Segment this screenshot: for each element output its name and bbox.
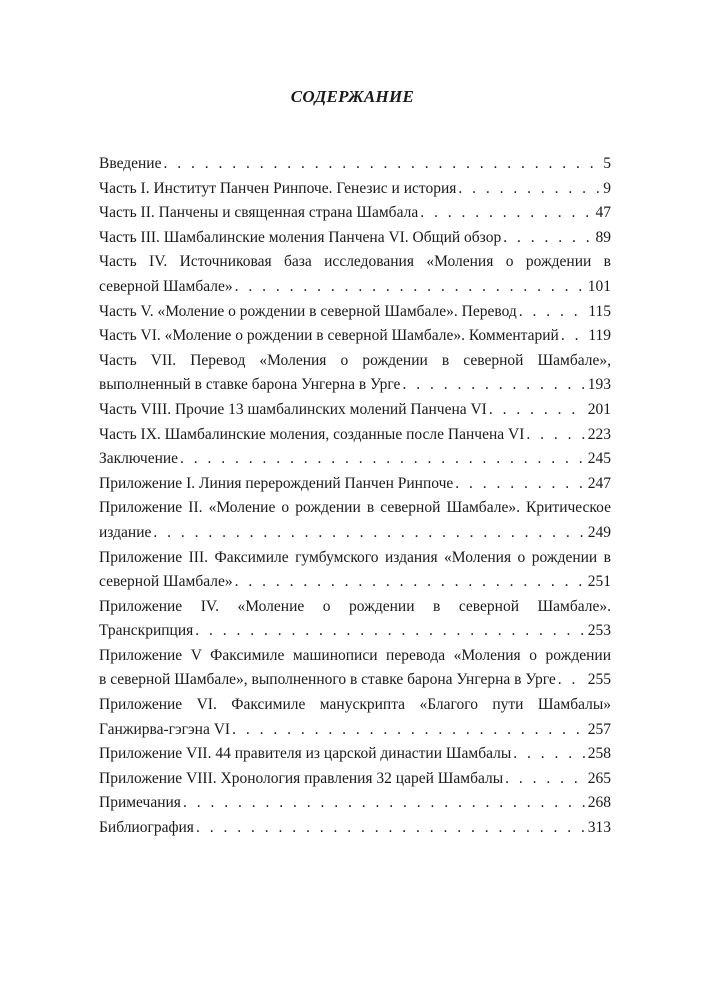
toc-entry bbox=[99, 152, 611, 177]
dot-leader bbox=[505, 767, 586, 792]
toc-page-number: 5 bbox=[603, 155, 611, 172]
table-of-contents bbox=[99, 152, 611, 841]
toc-entry-title-line: Приложение II. «Моление о рождении в северной Шамбале». Критическое bbox=[99, 499, 611, 517]
toc-entry bbox=[99, 693, 611, 742]
toc-entry bbox=[99, 349, 611, 398]
dot-leader bbox=[196, 816, 586, 841]
toc-entry-row bbox=[99, 201, 611, 226]
toc-page-number: 47 bbox=[595, 204, 611, 222]
toc-page-number: 265 bbox=[587, 769, 611, 787]
toc-entry bbox=[99, 226, 611, 251]
dot-leader bbox=[183, 791, 586, 816]
toc-page-number: 258 bbox=[587, 745, 611, 763]
toc-entry-title-line: Приложение III. Факсимиле гумбумского издания «Моления о рождении в bbox=[99, 548, 611, 566]
toc-entry bbox=[99, 472, 611, 497]
toc-entry-row bbox=[99, 300, 611, 325]
dot-leader bbox=[420, 201, 593, 226]
toc-entry bbox=[99, 644, 611, 693]
toc-page-number: 268 bbox=[587, 794, 611, 812]
dot-leader bbox=[195, 619, 585, 644]
dot-leader bbox=[163, 152, 601, 177]
dot-leader bbox=[235, 570, 586, 595]
toc-page-number: 119 bbox=[588, 327, 611, 345]
toc-entry-title: Заключение bbox=[99, 450, 179, 468]
toc-page-number: 313 bbox=[587, 819, 611, 837]
toc-page-number: 101 bbox=[587, 277, 611, 295]
toc-entry bbox=[99, 398, 611, 423]
toc-entry-title: Часть III. Шамбалинские моления Панчена VI. Общий обзор bbox=[99, 228, 502, 246]
dot-leader bbox=[519, 300, 587, 325]
dot-leader bbox=[513, 742, 586, 767]
toc-entry-title: выполненный в ставке барона Унгерна в Урге bbox=[99, 376, 401, 394]
toc-entry-row bbox=[99, 742, 611, 767]
toc-entry bbox=[99, 423, 611, 448]
toc-entry-title-line: Приложение V Факсимиле машинописи перевода «Моления о рождении bbox=[99, 646, 611, 664]
toc-page-number: 245 bbox=[587, 450, 611, 468]
toc-entry-title: в северной Шамбале», выполненного в ставке барона Унгерна в Урге bbox=[99, 671, 556, 689]
toc-entry-title: Часть VIII. Прочие 13 шамбалинских молений Панчена VI bbox=[99, 400, 487, 418]
toc-page-number: 9 bbox=[603, 179, 611, 197]
toc-entry-row bbox=[99, 398, 611, 423]
toc-entry-row bbox=[99, 423, 611, 448]
toc-entry-row bbox=[99, 668, 611, 693]
toc-entry-title-line: Приложение VI. Факсимиле манускрипта «Благого пути Шамбалы» bbox=[99, 696, 611, 714]
dot-leader bbox=[402, 373, 585, 398]
toc-entry-row bbox=[99, 177, 611, 202]
toc-entry-title-line: Часть VII. Перевод «Моления о рождении в северной Шамбале», bbox=[99, 351, 611, 369]
toc-entry bbox=[99, 177, 611, 202]
dot-leader bbox=[558, 668, 586, 693]
toc-entry-title: Часть IX. Шамбалинские моления, созданные после Панчена VI bbox=[99, 425, 525, 443]
toc-entry bbox=[99, 546, 611, 595]
toc-page-number: 115 bbox=[588, 302, 611, 320]
toc-page-number: 193 bbox=[587, 376, 611, 394]
toc-entry-title: Часть VI. «Моление о рождении в северной Шамбале». Комментарий bbox=[99, 327, 559, 345]
toc-page-number: 251 bbox=[587, 573, 611, 591]
toc-entry-title: Транскрипция bbox=[99, 622, 194, 640]
toc-entry bbox=[99, 496, 611, 545]
toc-entry bbox=[99, 447, 611, 472]
toc-entry-row bbox=[99, 619, 611, 644]
dot-leader bbox=[458, 177, 601, 202]
toc-entry bbox=[99, 250, 611, 299]
toc-page-number: 255 bbox=[587, 671, 611, 689]
toc-page-number: 89 bbox=[595, 228, 611, 246]
toc-entry-title: Ганжирва-гэгэна VI bbox=[99, 720, 231, 738]
toc-entry-row bbox=[99, 472, 611, 497]
toc-page-number: 253 bbox=[587, 622, 611, 640]
toc-entry-title: Часть II. Панчены и священная страна Шамбала bbox=[99, 204, 419, 222]
toc-page-number: 223 bbox=[587, 425, 611, 443]
dot-leader bbox=[526, 423, 585, 448]
toc-entry-row bbox=[99, 373, 611, 398]
dot-leader bbox=[153, 521, 585, 546]
toc-entry bbox=[99, 767, 611, 792]
toc-entry-title-line: Часть IV. Источниковая база исследования «Моления о рождении в bbox=[99, 253, 611, 271]
dot-leader bbox=[561, 324, 586, 349]
toc-entry-row bbox=[99, 570, 611, 595]
toc-entry-row bbox=[99, 521, 611, 546]
toc-entry-title: Часть I. Институт Панчен Ринпоче. Генезис и история bbox=[99, 179, 457, 197]
toc-entry-row bbox=[99, 226, 611, 251]
dot-leader bbox=[235, 275, 586, 300]
toc-entry-row bbox=[99, 152, 611, 177]
toc-page-number: 257 bbox=[587, 720, 611, 738]
dot-leader bbox=[455, 472, 585, 497]
dot-leader bbox=[503, 226, 593, 251]
toc-entry-title: Библиография bbox=[99, 819, 194, 837]
toc-entry-title: Примечания bbox=[99, 794, 181, 812]
toc-entry bbox=[99, 324, 611, 349]
toc-entry bbox=[99, 201, 611, 226]
toc-entry-title: Введение bbox=[99, 155, 162, 172]
page-title: СОДЕРЖАНИЕ bbox=[290, 87, 415, 106]
toc-entry-row bbox=[99, 791, 611, 816]
toc-entry-title: северной Шамбале» bbox=[99, 573, 233, 591]
toc-entry-title: Приложение VIII. Хронология правления 32 царей Шамбалы bbox=[99, 769, 504, 787]
dot-leader bbox=[489, 398, 586, 423]
toc-entry bbox=[99, 300, 611, 325]
toc-entry-title: Приложение I. Линия перерождений Панчен Ринпоче bbox=[99, 474, 454, 492]
toc-entry-title: издание bbox=[99, 523, 152, 541]
toc-entry bbox=[99, 742, 611, 767]
toc-entry bbox=[99, 816, 611, 841]
toc-entry-title: Часть V. «Моление о рождении в северной Шамбале». Перевод bbox=[99, 302, 517, 320]
toc-entry-row bbox=[99, 275, 611, 300]
toc-entry-title-line: Приложение IV. «Моление о рождении в северной Шамбале». bbox=[99, 597, 611, 615]
toc-entry-row bbox=[99, 447, 611, 472]
toc-entry-title: Приложение VII. 44 правителя из царской династии Шамбалы bbox=[99, 745, 512, 763]
toc-entry bbox=[99, 791, 611, 816]
toc-page-number: 247 bbox=[587, 474, 611, 492]
toc-entry-row bbox=[99, 816, 611, 841]
toc-entry-row bbox=[99, 767, 611, 792]
toc-page-number: 249 bbox=[587, 523, 611, 541]
dot-leader bbox=[232, 718, 586, 743]
toc-page-number: 201 bbox=[587, 400, 611, 418]
toc-entry-row bbox=[99, 718, 611, 743]
toc-entry-row bbox=[99, 324, 611, 349]
toc-entry-title: северной Шамбале» bbox=[99, 277, 233, 295]
dot-leader bbox=[180, 447, 586, 472]
toc-entry bbox=[99, 595, 611, 644]
